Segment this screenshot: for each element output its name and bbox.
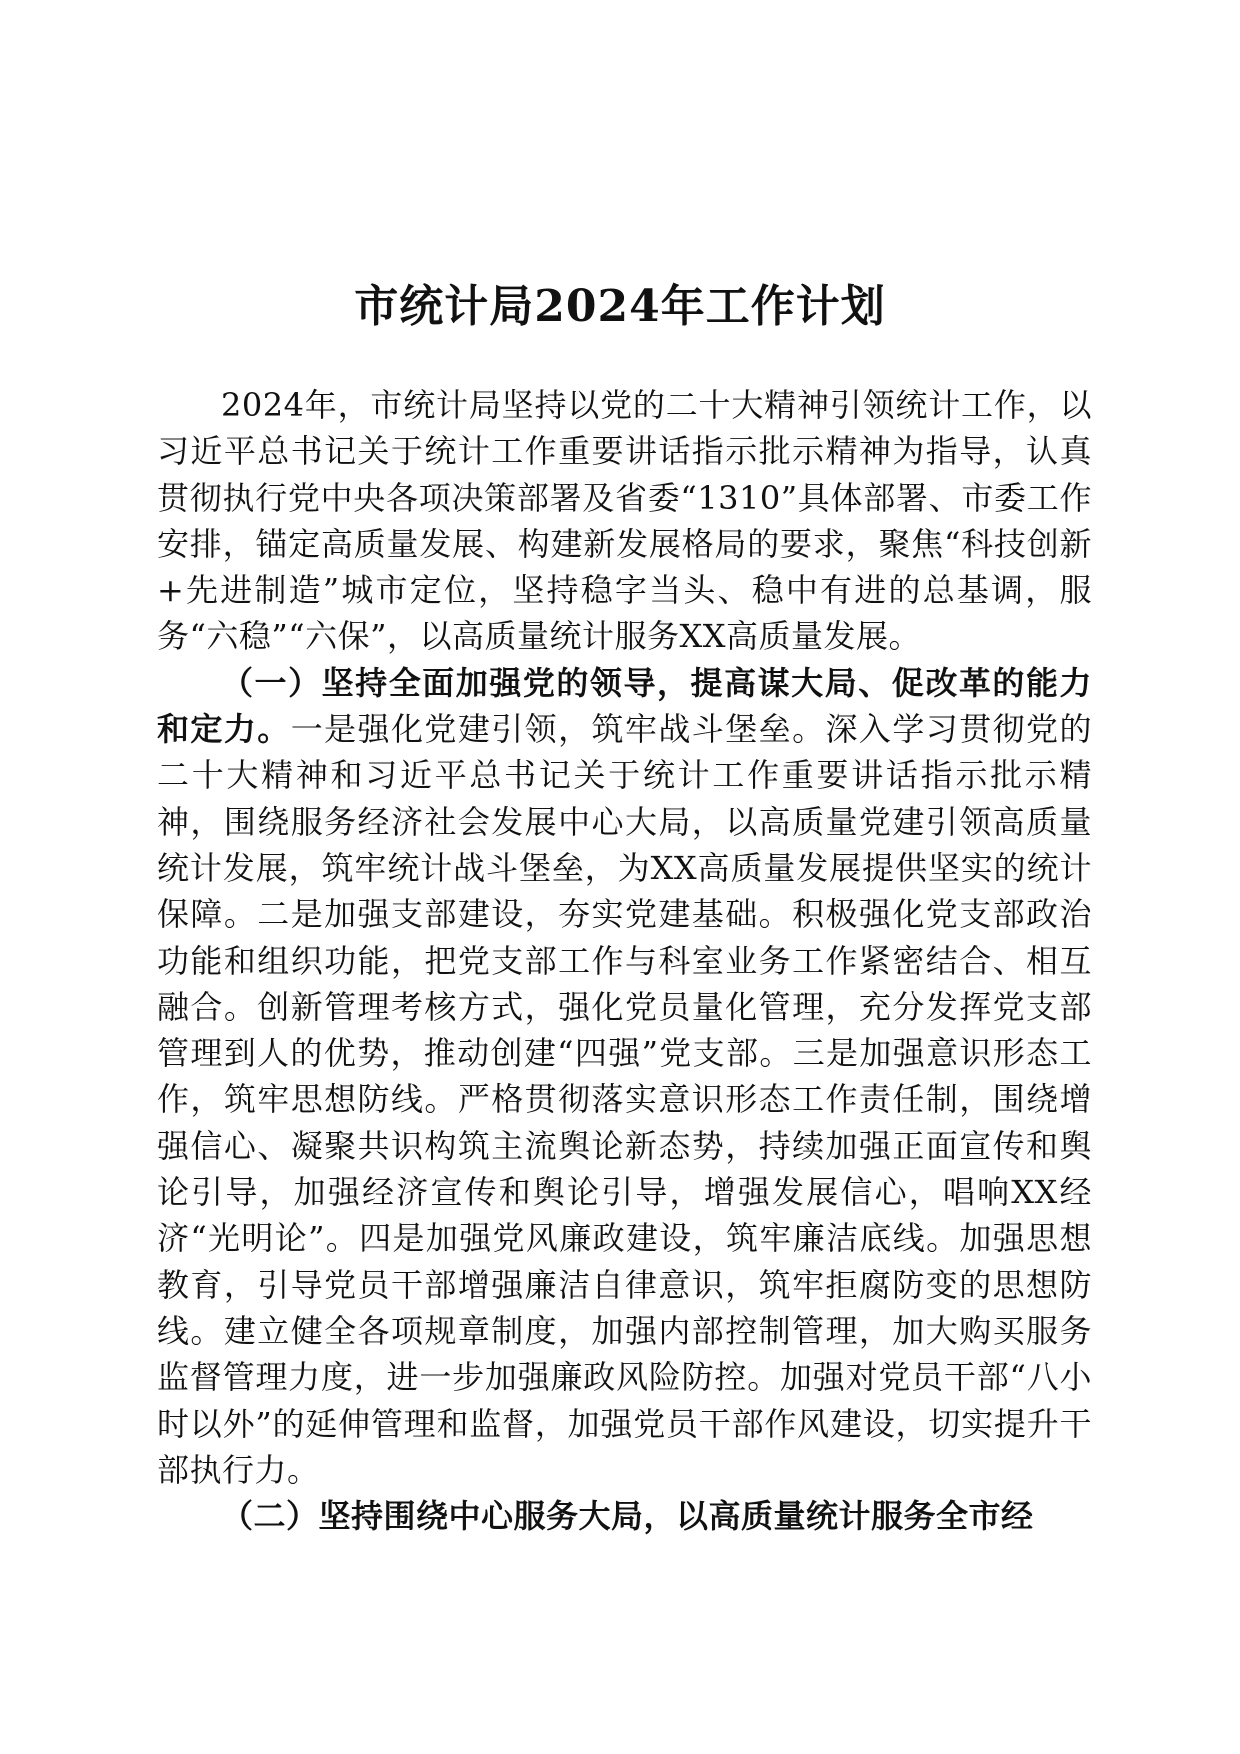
intro-paragraph: 2024年，市统计局坚持以党的二十大精神引领统计工作，以习近平总书记关于统计工作重要讲话指示批示精神为指导，认真贯彻执行党中央各项决策部署及省委“1310”具体部署、市委工作安排，锚定高质量发展、构建新发展格局的要求，聚焦“科技创新+先进制造”城市定位，坚持稳字当头、稳中有进的总基调，服务“六稳”“六保”，以高质量统计服务XX高质量发展。 [157, 386, 1092, 656]
section-2-heading: （二）坚持围绕中心服务大局，以高质量统计服务全市经 [221, 1497, 1034, 1536]
section-1-paragraph [157, 660, 1092, 1493]
section-1-heading: （一）坚持全面加强党的领导，提高谋大局、促改革的能力和定力。 [157, 663, 1092, 749]
document-body [157, 382, 1092, 1539]
section-2-paragraph [157, 1493, 1092, 1539]
section-1-body: 一是强化党建引领，筑牢战斗堡垒。深入学习贯彻党的二十大精神和习近平总书记关于统计工作重要讲话指示批示精神，围绕服务经济社会发展中心大局，以高质量党建引领高质量统计发展，筑牢统计战斗堡垒，为XX高质量发展提供坚实的统计保障。二是加强支部建设，夯实党建基础。积极强化党支部政治功能和组织功能，把党支部工作与科室业务工作紧密结合、相互融合。创新管理考核方式，强化党员量化管理，充分发挥党支部管理到人的优势，推动创建“四强”党支部。三是加强意识形态工作，筑牢思想防线。严格贯彻落实意识形态工作责任制，围绕增强信心、凝聚共识构筑主流舆论新态势，持续加强正面宣传和舆论引导，加强经济宣传和舆论引导，增强发展信心，唱响XX经济“光明论”。四是加强党风廉政建设，筑牢廉洁底线。加强思想教育，引导党员干部增强廉洁自律意识，筑牢拒腐防变的思想防线。建立健全各项规章制度，加强内部控制管理，加大购买服务监督管理力度，进一步加强廉政风险防控。加强对党员干部“八小时以外”的延伸管理和监督，加强党员干部作风建设，切实提升干部执行力。 [157, 710, 1092, 1489]
document-title: 市统计局2024年工作计划 [354, 281, 886, 333]
